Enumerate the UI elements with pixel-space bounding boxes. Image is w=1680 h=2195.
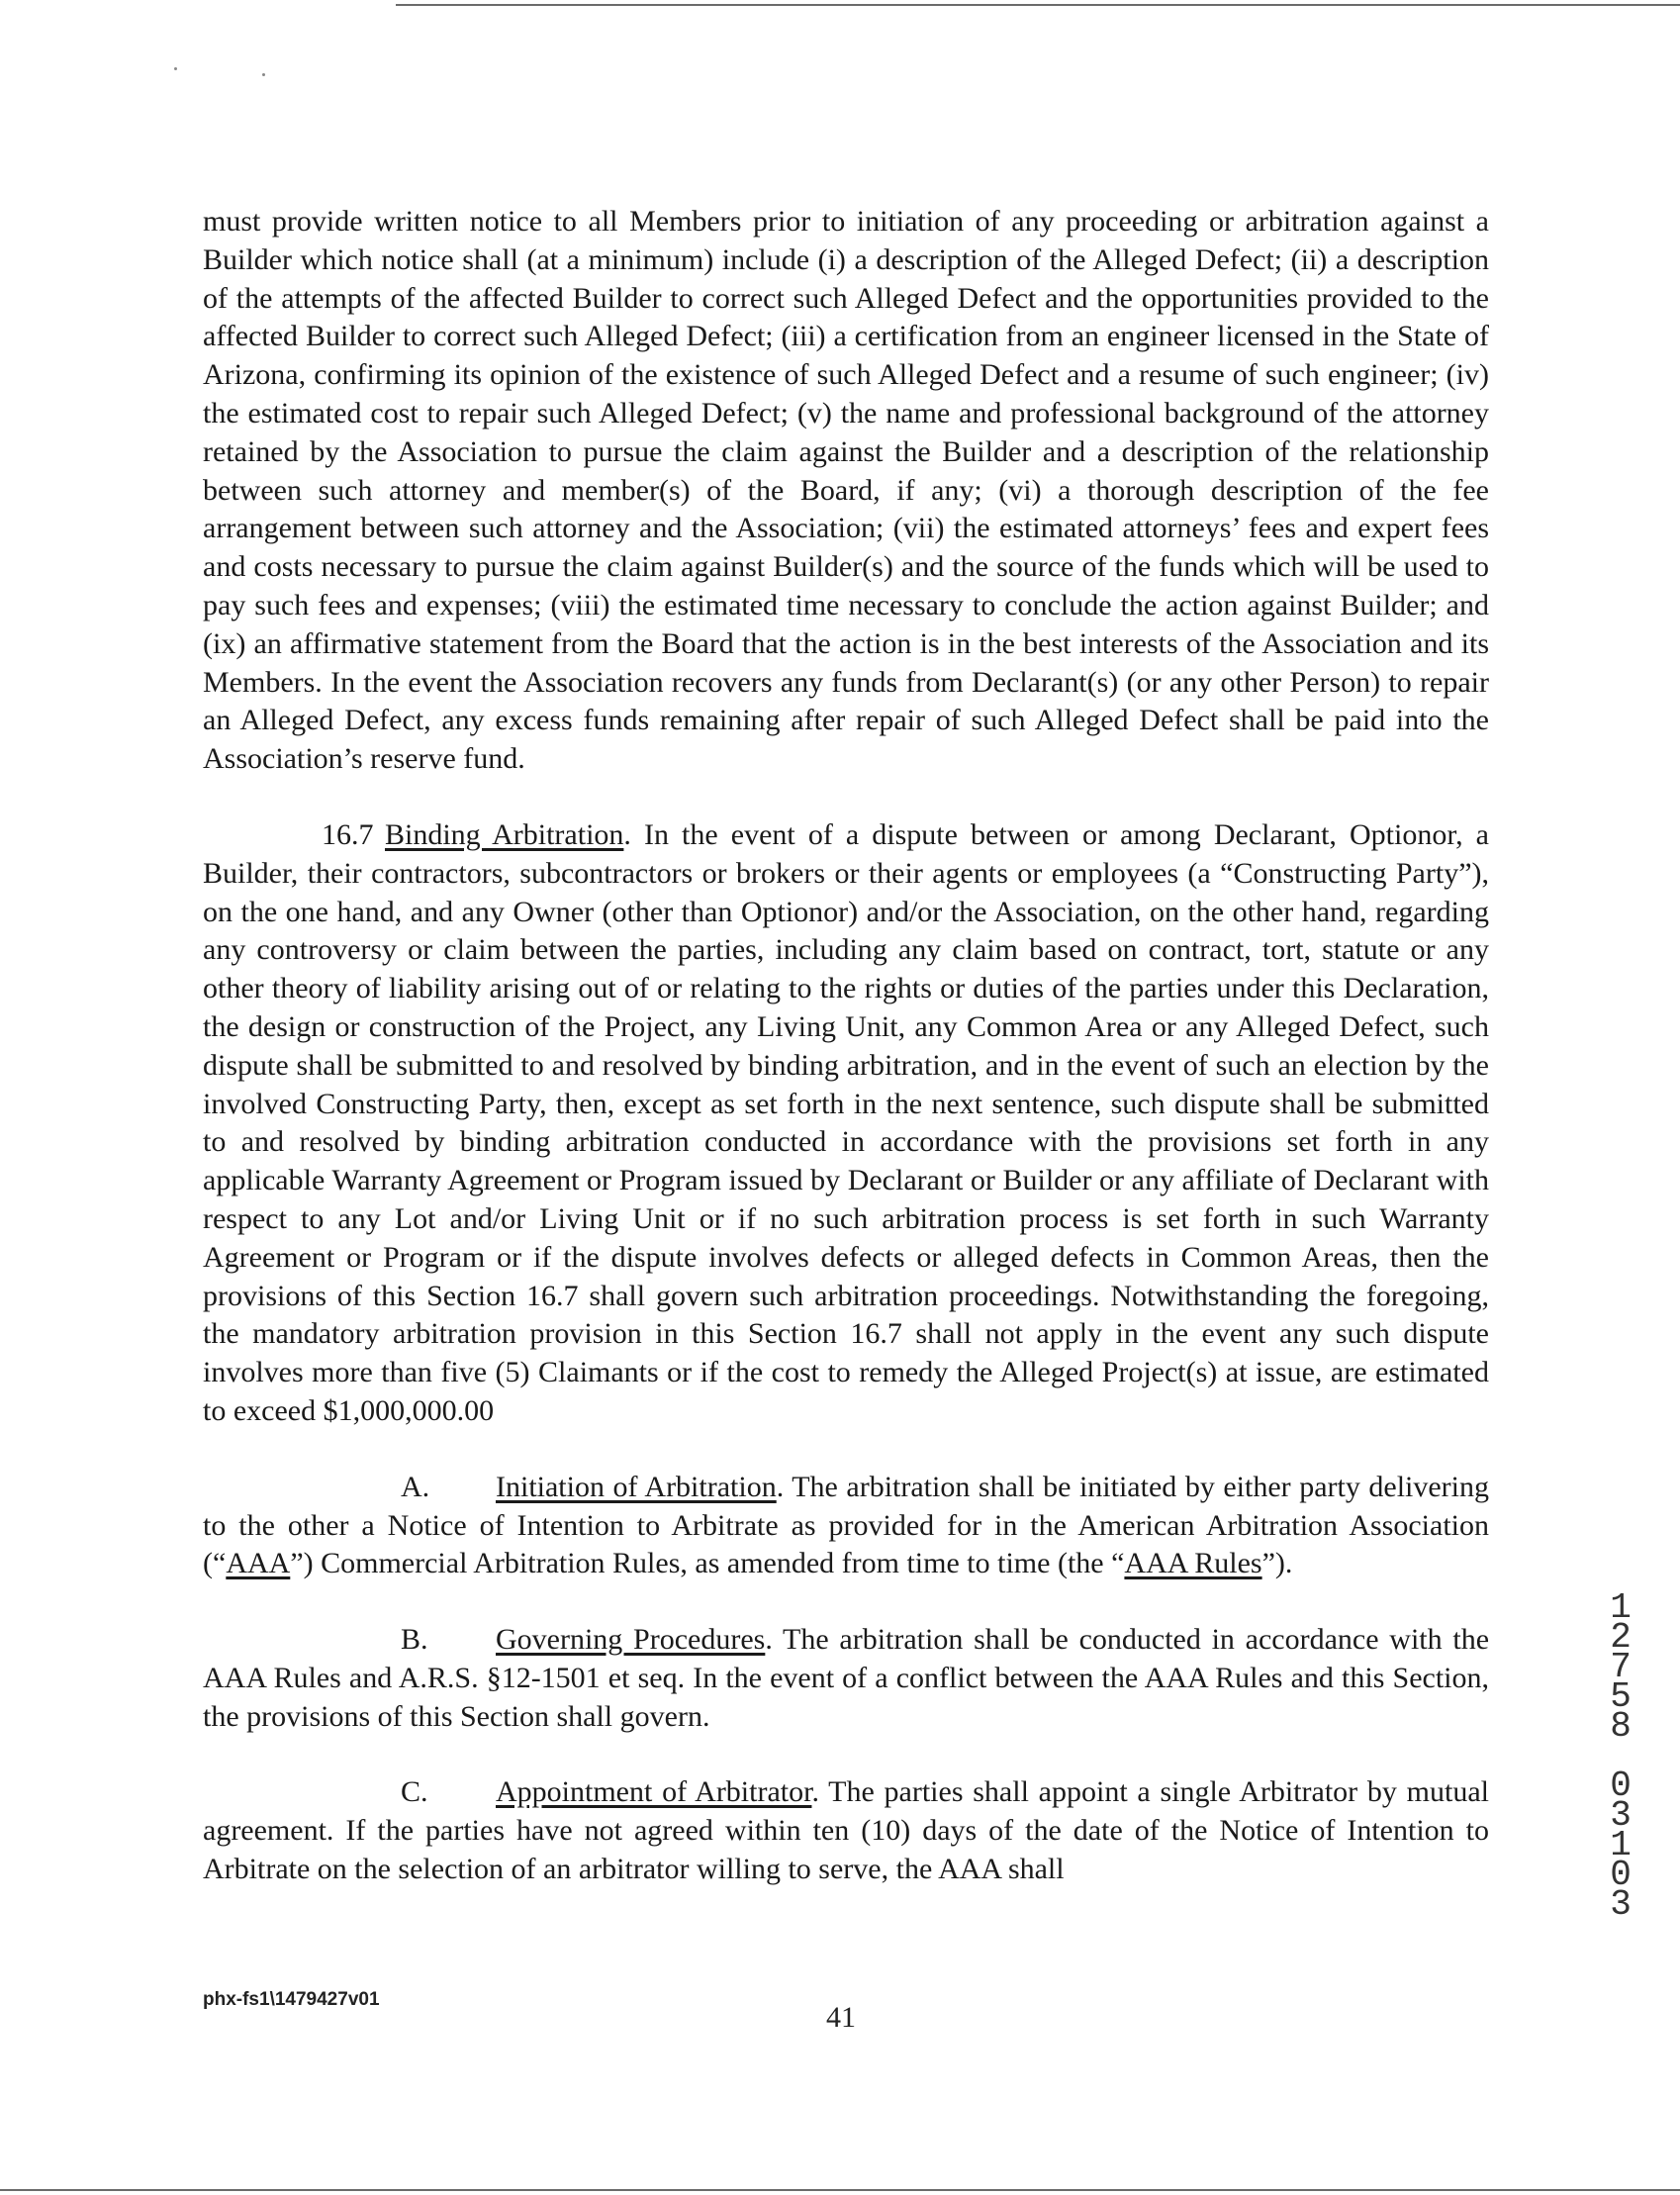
stamp-digit: 3 bbox=[1610, 1795, 1632, 1836]
subsection-body: . The arbitration shall be conducted in accordance with the AAA Rules and A.R.S. §12-1501 et seq. In the event of a conflict between the AAA Rules and this Section, the provisions of this Section shall govern. bbox=[203, 1623, 1490, 1733]
scan-speck bbox=[262, 73, 265, 76]
document-body bbox=[203, 203, 1489, 1889]
recording-stamp bbox=[1601, 1587, 1640, 1925]
subsection-a-paragraph bbox=[203, 1469, 1489, 1583]
section-title: Binding Arbitration bbox=[385, 817, 624, 851]
stamp-digit: 1 bbox=[1610, 1825, 1632, 1865]
section-body: . In the event of a dispute between or among Declarant, Optionor, a Builder, their contractors, subcontractors or brokers or their agents or employees (a “Constructing Party”), on the one hand, and any Owner (other than Optionor) and/or the Association, on the other hand, regarding any controversy or claim between the parties, including any claim based on contract, tort, statute or any other theory of liability arising out of or relating to the rights or duties of the parties under this Declaration, the design or construction of the Project, any Living Unit, any Common Area or any Alleged Defect, such dispute shall be submitted to and resolved by binding arbitration, and in the event of such an election by the involved Constructing Party, then, except as set forth in the next sentence, such dispute shall be submitted to and resolved by binding arbitration conducted in accordance with the provisions set forth in any applicable Warranty Agreement or Program issued by Declarant or Builder or any affiliate of Declarant with respect to any Lot and/or Living Unit or if no such arbitration process is set forth in such Warranty Agreement or Program or if the dispute involves defects or alleged defects in Common Areas, then the provisions of this Section 16.7 shall govern such arbitration proceedings. Notwithstanding the foregoing, the mandatory arbitration provision in this Section 16.7 shall not apply in the event any such dispute involves more than five (5) Claimants or if the cost to remedy the Alleged Project(s) at issue, are estimated to exceed $1,000,000.00 bbox=[203, 817, 1490, 1427]
page-number: 41 bbox=[826, 2001, 856, 2034]
scan-speck bbox=[174, 67, 177, 70]
subsection-c-paragraph bbox=[203, 1773, 1489, 1888]
footer-document-id: phx-fs1\1479427v01 bbox=[203, 1989, 380, 2010]
subsection-title: Governing Procedures bbox=[496, 1623, 766, 1657]
stamp-digit: 8 bbox=[1610, 1706, 1632, 1747]
subsection-letter: A. bbox=[401, 1470, 430, 1503]
subsection-body: . The parties shall appoint a single Arbitrator by mutual agreement. If the parties have not agreed within ten (10) days of the date of the Notice of Intention to Arbitrate on the selection of an arbitrator willing to serve, the AAA shall bbox=[203, 1775, 1489, 1886]
stamp-digit: 3 bbox=[1610, 1884, 1632, 1925]
section-number: 16.7 bbox=[322, 817, 374, 851]
stamp-digit: 7 bbox=[1610, 1647, 1632, 1687]
subsection-letter: C. bbox=[401, 1775, 428, 1809]
stamp-digit: 5 bbox=[1610, 1676, 1632, 1717]
defined-term-aaa-rules: AAA Rules bbox=[1124, 1547, 1262, 1580]
top-scan-rule bbox=[396, 4, 1680, 6]
subsection-b-paragraph bbox=[203, 1621, 1489, 1736]
bottom-scan-rule bbox=[0, 2189, 1680, 2191]
subsection-body: ”) Commercial Arbitration Rules, as amended from time to time (the “ bbox=[290, 1547, 1125, 1580]
defined-term-aaa: AAA bbox=[226, 1547, 291, 1580]
subsection-body: ”). bbox=[1261, 1547, 1293, 1580]
stamp-digit: 0 bbox=[1610, 1766, 1632, 1806]
subsection-body: . The arbitration shall be initiated by either party delivering to the other a Notice of Intention to Arbitrate as provided for in the American Arbitration Association (“ bbox=[203, 1470, 1490, 1580]
stamp-digit: 2 bbox=[1610, 1617, 1632, 1658]
subsection-letter: B. bbox=[401, 1623, 428, 1657]
section-16-7-paragraph bbox=[203, 816, 1489, 1431]
subsection-title: Appointment of Arbitrator bbox=[496, 1775, 812, 1809]
subsection-title: Initiation of Arbitration bbox=[496, 1470, 777, 1503]
stamp-digit: 0 bbox=[1610, 1855, 1632, 1895]
stamp-digit: 1 bbox=[1610, 1587, 1632, 1628]
continuation-paragraph: must provide written notice to all Members prior to initiation of any proceeding or arbitration against a Builder which notice shall (at a minimum) include (i) a description of the Alleged Defect; (ii) a description of the attempts of the affected Builder to correct such Alleged Defect and the opportunities provided to the affected Builder to correct such Alleged Defect; (iii) a certification from an engineer licensed in the State of Arizona, confirming its opinion of the existence of such Alleged Defect and a resume of such engineer; (iv) the estimated cost to repair such Alleged Defect; (v) the name and professional background of the attorney retained by the Association to pursue the claim against the Builder and a description of the relationship between such attorney and member(s) of the Board, if any; (vi) a thorough description of the fee arrangement between such attorney and the Association; (vii) the estimated attorneys’ fees and expert fees and costs necessary to pursue the claim against Builder(s) and the source of the funds which will be used to pay such fees and expenses; (viii) the estimated time necessary to conclude the action against Builder; and (ix) an affirmative statement from the Board that the action is in the best interests of the Association and its Members. In the event the Association recovers any funds from Declarant(s) (or any other Person) to repair an Alleged Defect, any excess funds remaining after repair of such Alleged Defect shall be paid into the Association’s reserve fund. bbox=[203, 205, 1489, 776]
